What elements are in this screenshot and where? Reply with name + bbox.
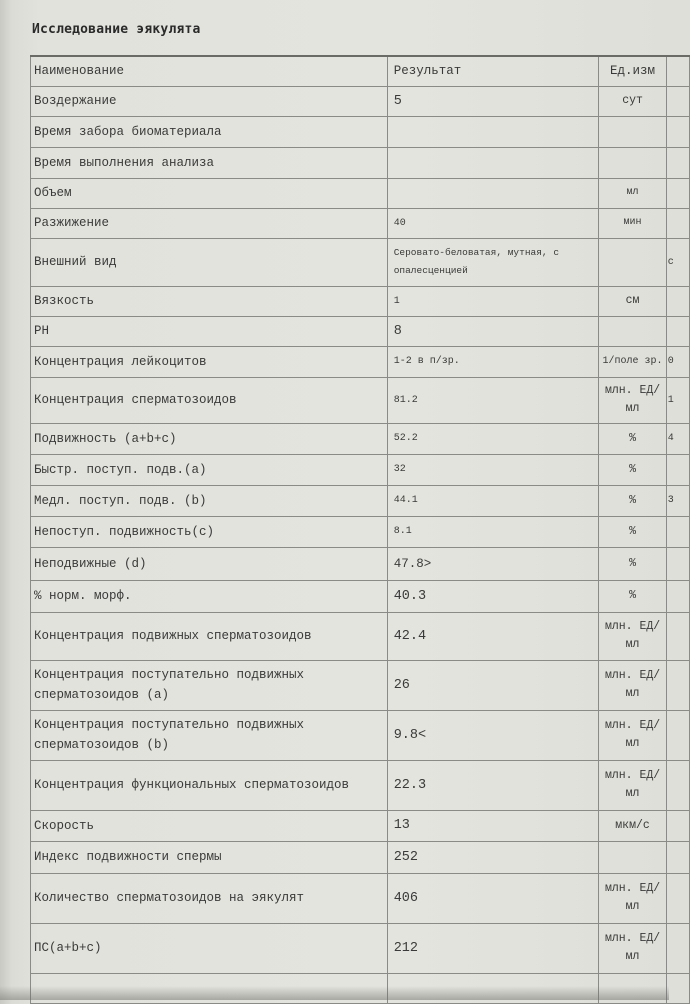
row-name: Индекс подвижности спермы bbox=[31, 841, 388, 873]
table-row bbox=[31, 86, 690, 116]
unit-text: см bbox=[625, 294, 640, 307]
row-extra bbox=[666, 178, 689, 208]
unit-text: мкм/с bbox=[615, 818, 650, 832]
row-name: Разжижение bbox=[31, 208, 388, 238]
row-result: 9.8< bbox=[387, 710, 599, 760]
unit-text: млн. ЕД/мл bbox=[604, 932, 661, 963]
row-unit bbox=[599, 208, 667, 238]
table-row bbox=[31, 612, 690, 660]
table-row bbox=[31, 485, 690, 516]
document-title: Исследование эякулята bbox=[32, 22, 201, 37]
unit-text: сут bbox=[622, 94, 643, 107]
row-extra bbox=[666, 580, 689, 612]
row-name: % норм. морф. bbox=[31, 580, 388, 612]
row-result: 22.3 bbox=[387, 760, 599, 810]
row-name: Время забора биоматериала bbox=[31, 116, 388, 147]
row-extra bbox=[666, 116, 689, 147]
row-name: Воздержание bbox=[31, 86, 388, 116]
row-extra bbox=[666, 810, 689, 841]
row-extra bbox=[666, 516, 689, 547]
row-unit bbox=[599, 147, 667, 178]
row-unit bbox=[599, 286, 667, 316]
row-unit bbox=[599, 485, 667, 516]
row-result: 8 bbox=[387, 316, 599, 346]
row-extra bbox=[666, 760, 689, 810]
table-row bbox=[31, 147, 690, 178]
row-name: Объем bbox=[31, 178, 388, 208]
row-name bbox=[31, 760, 388, 810]
row-result: 32 bbox=[387, 454, 599, 485]
row-unit bbox=[599, 454, 667, 485]
row-extra bbox=[666, 973, 689, 1003]
row-extra: 1 bbox=[666, 377, 689, 423]
row-result: 47.8> bbox=[387, 547, 599, 580]
row-name: Быстр. поступ. подв.(a) bbox=[31, 454, 388, 485]
table-row bbox=[31, 516, 690, 547]
row-unit bbox=[599, 86, 667, 116]
row-result bbox=[387, 147, 599, 178]
table-row bbox=[31, 346, 690, 377]
table-header-row bbox=[31, 56, 690, 86]
row-result: 406 bbox=[387, 873, 599, 923]
table-row bbox=[31, 208, 690, 238]
row-unit bbox=[599, 710, 667, 760]
header-unit: Ед.изм bbox=[599, 56, 667, 86]
row-result: 44.1 bbox=[387, 485, 599, 516]
unit-text: 1/поле зр. bbox=[602, 355, 663, 367]
unit-text: млн. ЕД/мл bbox=[604, 669, 661, 700]
row-name: Скорость bbox=[31, 810, 388, 841]
row-unit bbox=[599, 316, 667, 346]
table-row bbox=[31, 238, 690, 286]
row-unit bbox=[599, 377, 667, 423]
row-extra bbox=[666, 710, 689, 760]
unit-text: млн. ЕД/мл bbox=[604, 719, 661, 750]
row-name: ПС(a+b+c) bbox=[31, 923, 388, 973]
table-row bbox=[31, 841, 690, 873]
row-unit bbox=[599, 580, 667, 612]
unit-text: мл bbox=[626, 187, 639, 198]
row-result: 42.4 bbox=[387, 612, 599, 660]
row-result: 5 bbox=[387, 86, 599, 116]
table-row bbox=[31, 547, 690, 580]
table-row bbox=[31, 710, 690, 760]
row-extra bbox=[666, 612, 689, 660]
row-result: 40 bbox=[387, 208, 599, 238]
row-unit bbox=[599, 547, 667, 580]
row-unit bbox=[599, 346, 667, 377]
row-extra bbox=[666, 86, 689, 116]
row-extra bbox=[666, 873, 689, 923]
row-unit bbox=[599, 660, 667, 710]
row-extra bbox=[666, 547, 689, 580]
table-row bbox=[31, 377, 690, 423]
row-name: Концентрация сперматозоидов bbox=[31, 377, 388, 423]
table-row bbox=[31, 923, 690, 973]
row-result: 52.2 bbox=[387, 423, 599, 454]
row-unit bbox=[599, 612, 667, 660]
row-result: 1 bbox=[387, 286, 599, 316]
row-result: 212 bbox=[387, 923, 599, 973]
header-result: Результат bbox=[387, 56, 599, 86]
row-name-text: Концентрация функциональных сперматозоидов bbox=[34, 778, 350, 792]
table-row bbox=[31, 116, 690, 147]
unit-text: % bbox=[629, 524, 636, 538]
row-unit bbox=[599, 516, 667, 547]
unit-text: млн. ЕД/мл bbox=[604, 620, 661, 651]
row-unit bbox=[599, 923, 667, 973]
row-result bbox=[387, 116, 599, 147]
unit-text: млн. ЕД/мл bbox=[604, 882, 661, 913]
unit-text: млн. ЕД/мл bbox=[604, 769, 661, 800]
unit-text: % bbox=[629, 431, 636, 445]
row-name-text: Концентрация поступательно подвижных сперматозоидов (b) bbox=[34, 718, 305, 752]
row-extra bbox=[666, 208, 689, 238]
row-unit bbox=[599, 116, 667, 147]
table-row bbox=[31, 873, 690, 923]
row-result: 13 bbox=[387, 810, 599, 841]
row-result: Серовато-беловатая, мутная, с опалесценцией bbox=[387, 238, 599, 286]
row-extra bbox=[666, 841, 689, 873]
unit-text: млн. ЕД/мл bbox=[604, 384, 661, 415]
row-name: Подвижность (a+b+c) bbox=[31, 423, 388, 454]
table-row bbox=[31, 423, 690, 454]
row-name bbox=[31, 660, 388, 710]
row-result: 26 bbox=[387, 660, 599, 710]
table-row bbox=[31, 810, 690, 841]
table-row bbox=[31, 760, 690, 810]
row-name: Внешний вид bbox=[31, 238, 388, 286]
header-name: Наименование bbox=[31, 56, 388, 86]
row-extra: 0 bbox=[666, 346, 689, 377]
row-unit bbox=[599, 873, 667, 923]
page-edge-shadow bbox=[0, 986, 669, 1000]
row-unit bbox=[599, 238, 667, 286]
results-table bbox=[30, 55, 690, 1004]
row-name: Время выполнения анализа bbox=[31, 147, 388, 178]
table-row bbox=[31, 316, 690, 346]
row-name-text: Концентрация поступательно подвижных сперматозоидов (a) bbox=[34, 668, 305, 702]
table-row bbox=[31, 178, 690, 208]
row-extra bbox=[666, 660, 689, 710]
row-result: 81.2 bbox=[387, 377, 599, 423]
row-result: 40.3 bbox=[387, 580, 599, 612]
unit-text: % bbox=[629, 493, 636, 507]
row-result bbox=[387, 178, 599, 208]
row-name: Концентрация подвижных сперматозоидов bbox=[31, 612, 388, 660]
row-extra bbox=[666, 286, 689, 316]
row-unit bbox=[599, 841, 667, 873]
row-result: 252 bbox=[387, 841, 599, 873]
row-result: 8.1 bbox=[387, 516, 599, 547]
row-extra bbox=[666, 923, 689, 973]
unit-text: мин bbox=[623, 217, 642, 228]
row-name: PH bbox=[31, 316, 388, 346]
row-name: Непоступ. подвижность(c) bbox=[31, 516, 388, 547]
row-name: Концентрация лейкоцитов bbox=[31, 346, 388, 377]
row-name: Медл. поступ. подв. (b) bbox=[31, 485, 388, 516]
row-result: 1-2 в п/зр. bbox=[387, 346, 599, 377]
row-extra: с bbox=[666, 238, 689, 286]
table-row bbox=[31, 286, 690, 316]
row-unit bbox=[599, 178, 667, 208]
row-unit bbox=[599, 810, 667, 841]
row-extra: 4 bbox=[666, 423, 689, 454]
table-row bbox=[31, 454, 690, 485]
row-name: Неподвижные (d) bbox=[31, 547, 388, 580]
row-name: Количество сперматозоидов на эякулят bbox=[31, 873, 388, 923]
row-unit bbox=[599, 423, 667, 454]
table-row bbox=[31, 660, 690, 710]
unit-text: % bbox=[629, 556, 636, 570]
row-extra bbox=[666, 454, 689, 485]
unit-text: % bbox=[629, 462, 636, 476]
row-name bbox=[31, 710, 388, 760]
row-extra: 3 bbox=[666, 485, 689, 516]
row-unit bbox=[599, 760, 667, 810]
row-extra bbox=[666, 316, 689, 346]
header-extra bbox=[666, 56, 689, 86]
table-row bbox=[31, 580, 690, 612]
row-extra bbox=[666, 147, 689, 178]
row-name: Вязкость bbox=[31, 286, 388, 316]
unit-text: % bbox=[629, 589, 636, 602]
